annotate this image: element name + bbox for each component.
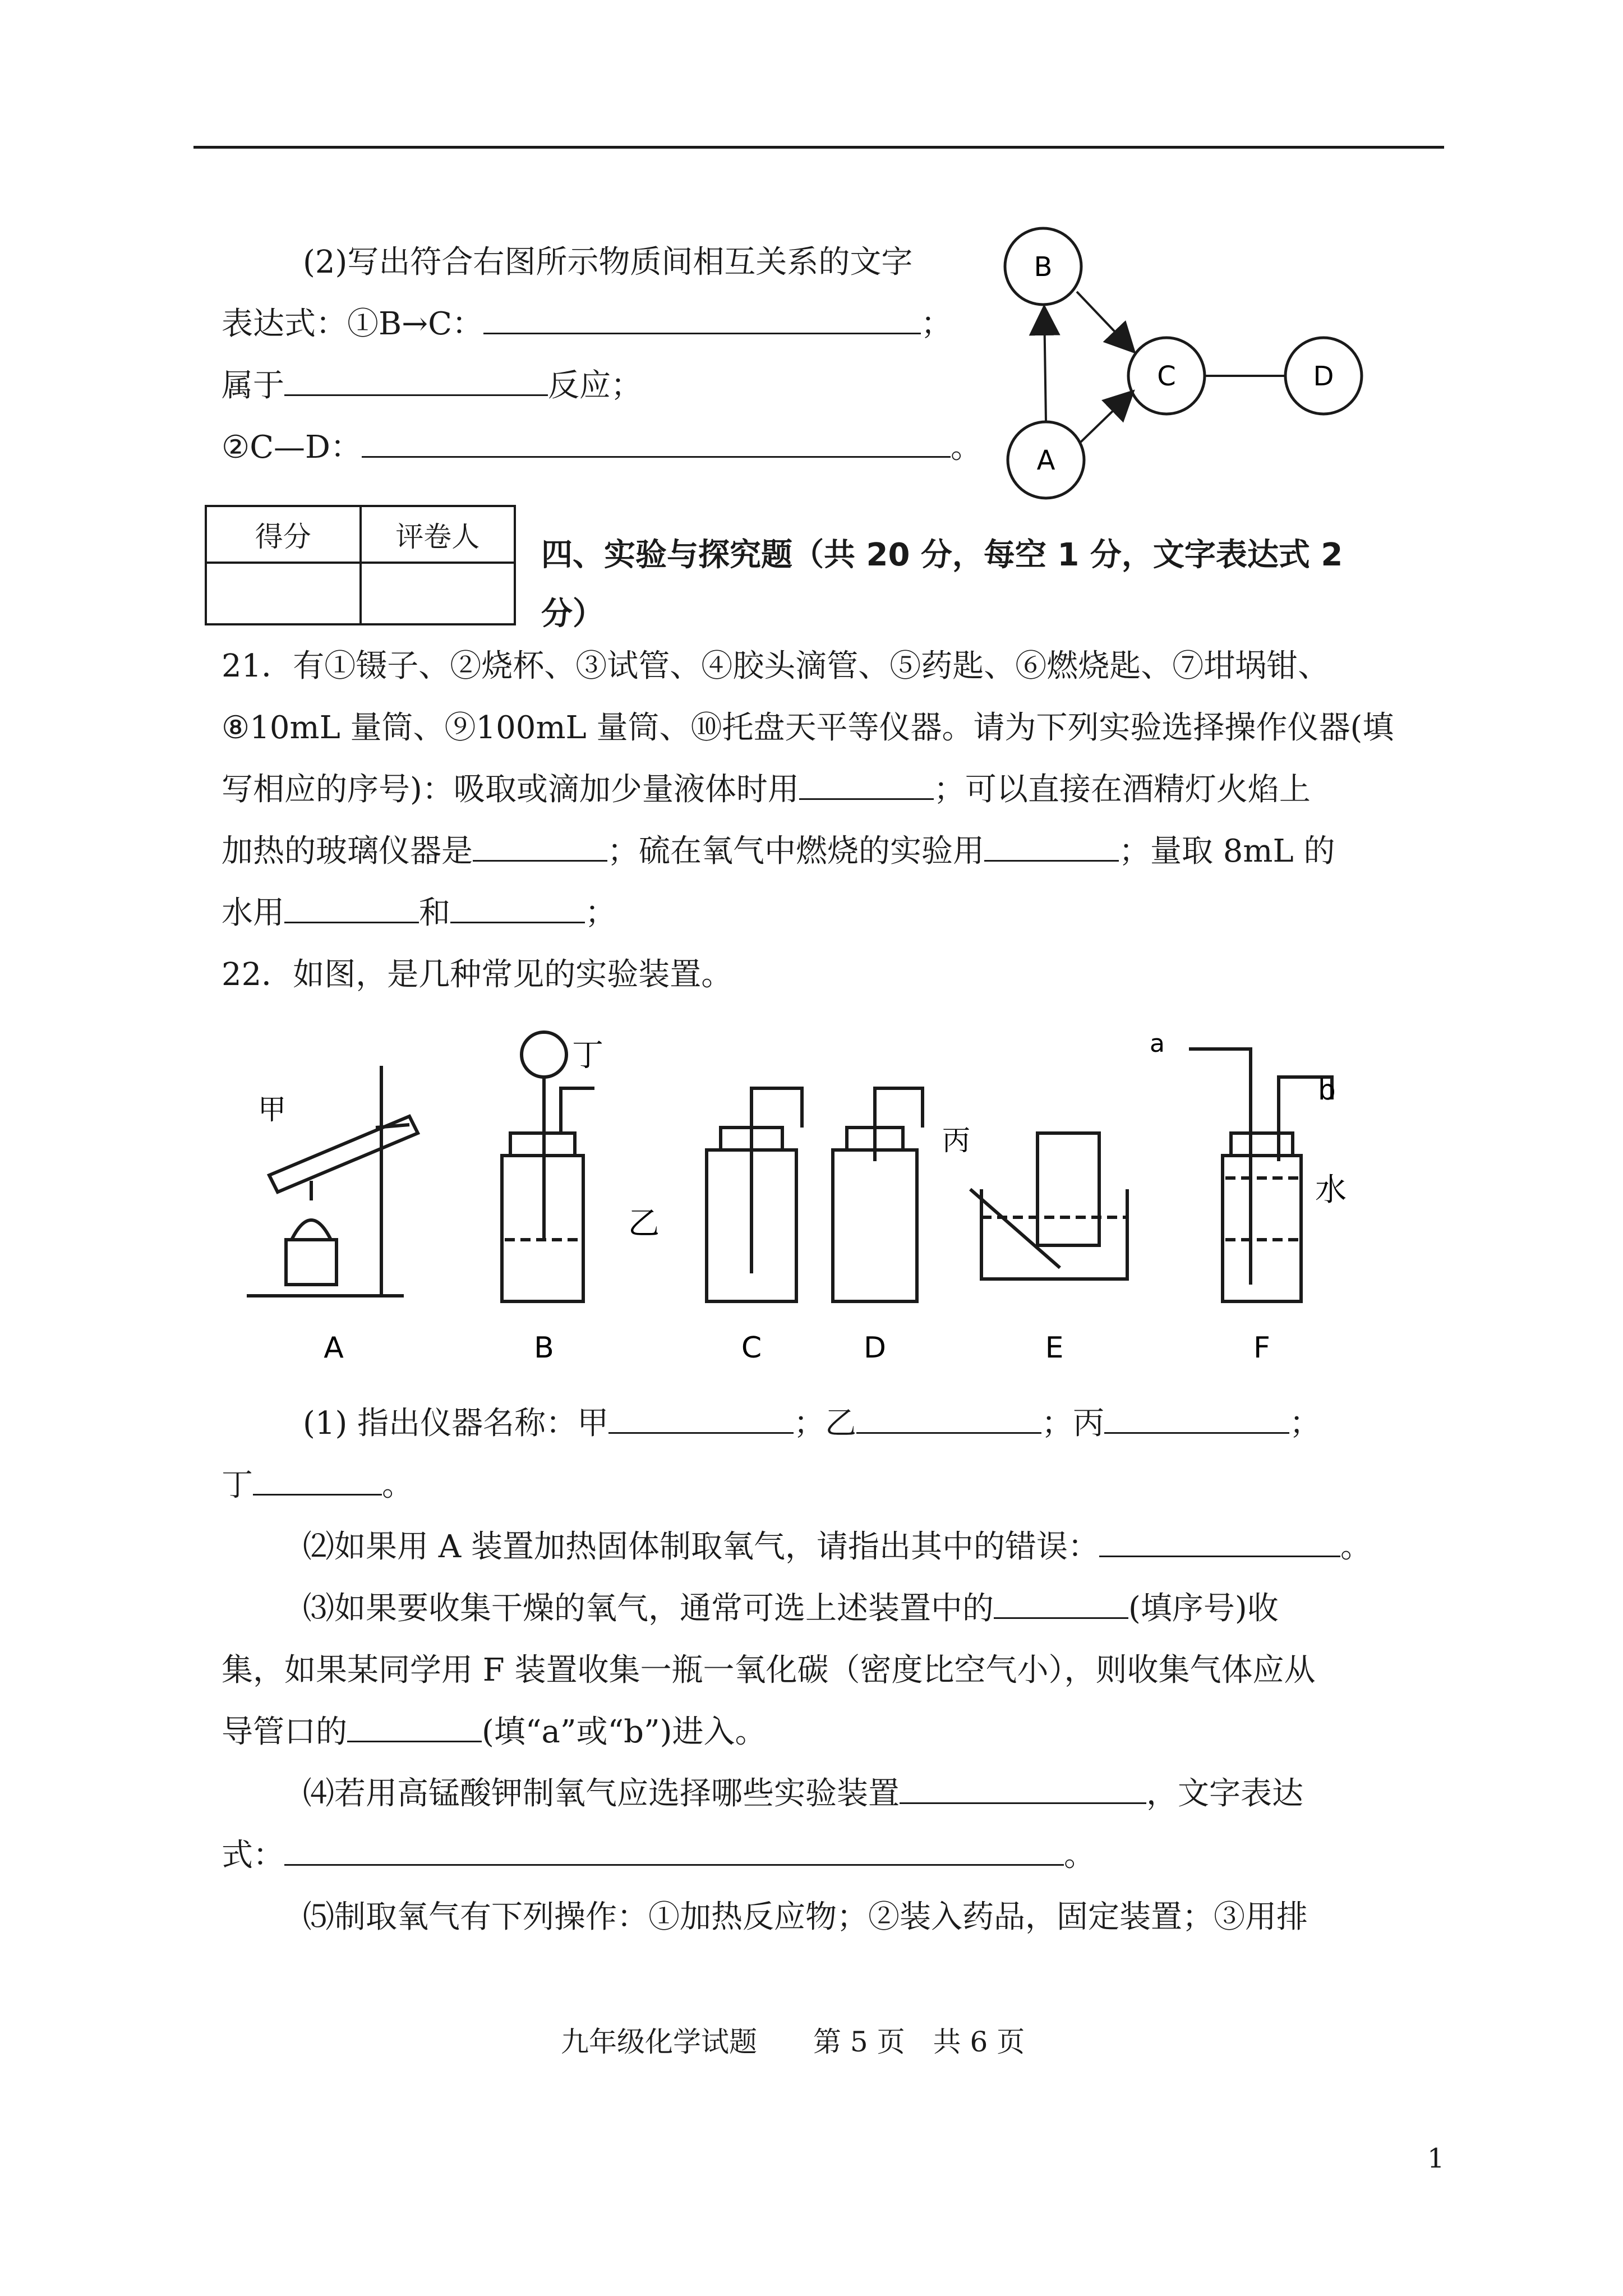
grader-header: 评卷人 <box>361 506 515 563</box>
q20-part2-line1: (2)写出符合右图所示物质间相互关系的文字 <box>303 244 913 280</box>
arrow-a-to-c <box>1080 393 1132 443</box>
q22-p2: ⑵如果用 A 装置加热固体制取氧气，请指出其中的错误： 。 <box>303 1529 1372 1565</box>
label-port-a: a <box>1150 1029 1165 1058</box>
q22-p1: (1) 指出仪器名称：甲 ；乙 ；丙 ； <box>303 1405 1321 1442</box>
apparatus-label-a: A <box>324 1331 344 1365</box>
q20-part2-line3: 属于 反应； <box>222 367 642 404</box>
grader-cell[interactable] <box>361 563 515 624</box>
q22-p3-line2: 集，如果某同学用 F 装置收集一瓶一氧化碳（密度比空气小），则收集气体应从 <box>222 1652 1316 1688</box>
answer-blank[interactable] <box>984 855 1119 862</box>
label-water: 水 <box>1315 1172 1347 1208</box>
answer-blank[interactable] <box>284 390 548 396</box>
page-number: 1 <box>1427 2143 1445 2174</box>
answer-blank[interactable] <box>799 794 934 800</box>
apparatus-d <box>833 1088 923 1301</box>
score-cell[interactable] <box>206 563 361 624</box>
label-port-b: b <box>1318 1074 1336 1106</box>
apparatus-figure <box>224 1015 1430 1374</box>
q22-p4-line2: 式： 。 <box>222 1837 1095 1874</box>
label-ding: 丁 <box>572 1037 603 1074</box>
apparatus-label-b: B <box>534 1331 554 1365</box>
q22-p3-line1: ⑶如果要收集干燥的氧气，通常可选上述装置中的 (填序号)收 <box>303 1590 1279 1627</box>
apparatus-label-f: F <box>1253 1331 1270 1365</box>
q21-line3: 写相应的序号)：吸取或滴加少量液体时用 ；可以直接在酒精灯火焰上 <box>222 771 1311 808</box>
apparatus-label-d: D <box>863 1331 887 1365</box>
q22-intro: 22．如图，是几种常见的实验装置。 <box>222 956 733 993</box>
relation-diagram <box>998 224 1385 516</box>
answer-blank[interactable] <box>1104 1428 1289 1434</box>
answer-blank[interactable] <box>608 1428 794 1434</box>
label-jia: 甲 <box>258 1093 286 1126</box>
answer-blank[interactable] <box>284 1860 1064 1866</box>
apparatus-label-e: E <box>1045 1331 1064 1365</box>
node-b-label: B <box>1034 251 1053 283</box>
answer-blank[interactable] <box>450 917 585 923</box>
apparatus-c <box>707 1088 802 1301</box>
apparatus-e <box>970 1133 1127 1279</box>
node-d-label: D <box>1313 361 1334 392</box>
arrow-b-to-c <box>1077 292 1133 351</box>
section-title: 四、实验与探究题（共 20 分，每空 1 分，文字表达式 2 <box>541 537 1343 573</box>
q20-part2-line2: 表达式：①B→C： ； <box>222 306 952 342</box>
score-header: 得分 <box>206 506 361 563</box>
q21-line4: 加热的玻璃仪器是 ；硫在氧气中燃烧的实验用 ；量取 8mL 的 <box>222 833 1335 869</box>
answer-blank[interactable] <box>1099 1551 1340 1557</box>
q20-part2-line4: ②C—D： 。 <box>222 429 982 466</box>
answer-blank[interactable] <box>483 328 921 334</box>
node-a-label: A <box>1036 445 1055 476</box>
answer-blank[interactable] <box>994 1613 1128 1619</box>
apparatus-f <box>1189 1049 1332 1301</box>
arrow-a-to-b <box>1044 309 1046 421</box>
answer-blank[interactable] <box>253 1489 382 1496</box>
node-c-label: C <box>1157 361 1176 392</box>
page-footer: 九年级化学试题 第 5 页 共 6 页 <box>561 2026 1025 2058</box>
section-title-cont: 分） <box>541 596 604 632</box>
q21-line5: 水用 和 ； <box>222 895 616 931</box>
q22-p1-line2: 丁 。 <box>222 1467 413 1503</box>
q21-line2: ⑧10mL 量筒、⑨100mL 量筒、⑩托盘天平等仪器。请为下列实验选择操作仪器(填 <box>222 710 1394 746</box>
q22-p4-line1: ⑷若用高锰酸钾制氧气应选择哪些实验装置 ，文字表达 <box>303 1775 1303 1812</box>
answer-blank[interactable] <box>347 1736 482 1742</box>
label-yi: 乙 <box>628 1205 660 1242</box>
answer-blank[interactable] <box>362 452 951 458</box>
q21-line1: 21．有①镊子、②烧杯、③试管、④胶头滴管、⑤药匙、⑥燃烧匙、⑦坩埚钳、 <box>222 648 1330 684</box>
answer-blank[interactable] <box>284 917 419 923</box>
top-rule <box>193 146 1444 149</box>
score-table <box>205 505 516 625</box>
q22-p3-line3: 导管口的 (填“a”或“b”)进入。 <box>222 1714 767 1750</box>
label-bing: 丙 <box>942 1124 970 1157</box>
apparatus-label-c: C <box>741 1331 762 1365</box>
answer-blank[interactable] <box>856 1428 1041 1434</box>
answer-blank[interactable] <box>900 1798 1146 1804</box>
q22-p5-line1: ⑸制取氧气有下列操作：①加热反应物；②装入药品，固定装置；③用排 <box>303 1899 1308 1935</box>
answer-blank[interactable] <box>473 855 607 862</box>
